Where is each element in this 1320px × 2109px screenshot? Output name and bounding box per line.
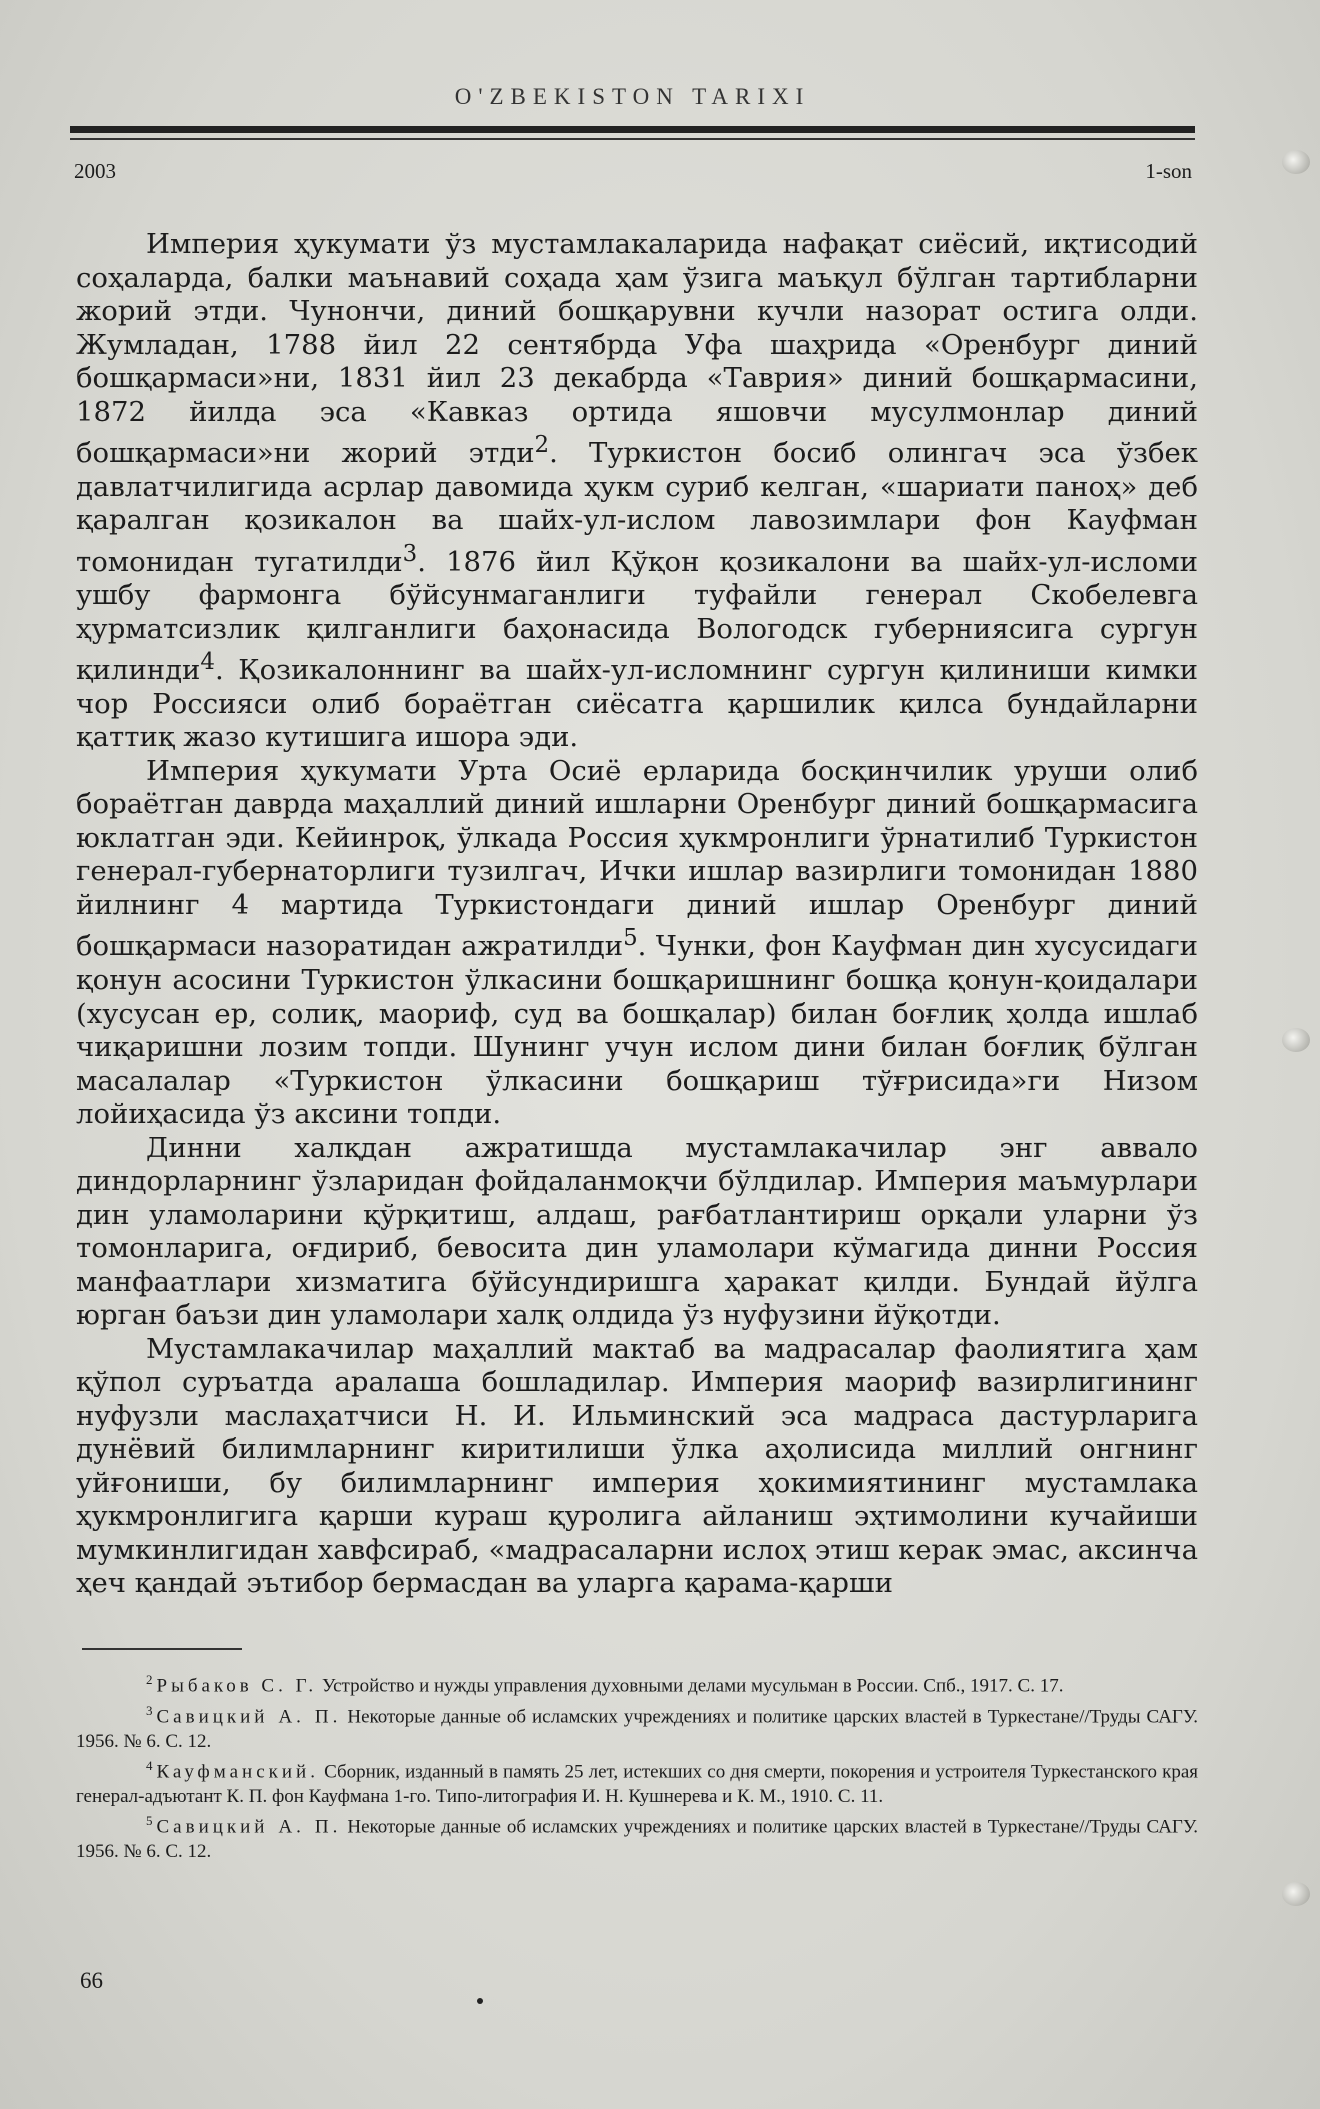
issue-number: 1-son xyxy=(1145,159,1192,183)
header-rule-thick xyxy=(70,126,1195,133)
header-rule-thin xyxy=(70,138,1195,140)
binding-hole xyxy=(1282,1882,1310,1906)
footnotes xyxy=(76,1668,1198,1865)
scan-speck xyxy=(477,1998,483,2004)
journal-title: O'ZBEKISTON TARIXI xyxy=(454,84,811,109)
page-number: 66 xyxy=(80,1968,103,1993)
footnote-separator xyxy=(82,1648,242,1650)
footnote: $^2$ Рыбаков С. Г. Устройство и нужды управления духовными делами мусульман в России. Спб., 1917. С. 17. xyxy=(146,1672,1064,1697)
paragraph: Мустамлакачилар маҳаллий мактаб ва мадрасалар фаолиятига ҳам қўпол суръатда аралаша бошладилар. Империя маориф вазирлигининг нуфузли маслаҳатчиси Н. И. Ильминский эса мадраса дастурларига дунёвий билимларнинг киритилиши ўлка аҳолисида миллий онгнинг уйғониши, бу билимларнинг империя ҳокимиятининг мустамлака ҳукмронлигига қарши кураш қуролига айланиш эҳтимолини кучайиши мумкинлигидан хавфсираб, «мадрасаларни ислоҳ этиш керак эмас, аксинча ҳеч қандай эътибор бермасдан ва уларга қарама-қарши xyxy=(76,1332,1198,1600)
paragraph: Динни халқдан ажратишда мустамлакачилар энг аввало диндорларнинг ўзларидан фойдаланмоқчи бўлдилар. Империя маъмурлари дин уламоларини қўрқитиш, алдаш, рағбатлантириш орқали уларни ўз томонларига, оғдириб, бевосита дин уламолари кўмагида динни Россия манфаатлари хизматига бўйсундиришга ҳаракат қилди. Бундай йўлга юрган баъзи дин уламолари халқ олдида ўз нуфузини йўқотди. xyxy=(76,1131,1198,1332)
article-body xyxy=(76,228,1198,1601)
binding-hole xyxy=(1282,1028,1310,1052)
paragraph: Империя ҳукумати ўз мустамлакаларида нафақат сиёсий, иқтисодий соҳаларда, балки маънавий соҳада ҳам ўзига маъқул бўлган тартибларни жорий этди. Чунончи, диний бошқарувни кучли назорат остига олди. Жумладан, 1788 йил 22 сентябрда Уфа шаҳрида «Оренбург диний бошқармаси»ни, 1831 йил 23 декабрда «Таврия» диний бошқармасини, 1872 йилда эса «Кавказ ортида яшовчи мусулмонлар диний бошқармаси»ни жорий этди$^2$. Туркистон босиб олингач эса ўзбек давлатчилигида асрлар давомида ҳукм суриб келган, «шариати паноҳ» деб қаралган қозикалон ва шайх-ул-ислом лавозимлари фон Кауфман томонидан тугатилди$^3$. 1876 йил Қўқон қозикалони ва шайх-ул-исломи ушбу фармонга бўйсунмаганлиги туфайли генерал Скобелевга ҳурматсизлик қилганлиги баҳонасида Вологодск губерниясига сургун қилинди$^4$. Қозикалоннинг ва шайх-ул-исломнинг сургун қилиниши кимки чор Россияси олиб бораётган сиёсатга қаршилик қилса бундайларни қаттиқ жазо кутишига ишора эди. xyxy=(76,228,1198,754)
issue-year: 2003 xyxy=(74,159,116,183)
paragraph: Империя ҳукумати Урта Осиё ерларида босқинчилик уруши олиб бораётган даврда маҳаллий диний ишларни Оренбург диний бошқармасига юклатган эди. Кейинроқ, ўлкада Россия ҳукмронлиги ўрнатилиб Туркистон генерал-губернаторлиги тузилгач, Ички ишлар вазирлиги томонидан 1880 йилнинг 4 мартида Туркистондаги диний ишлар Оренбург диний бошқармаси назоратидан ажратилди$^5$. Чунки, фон Кауфман дин хусусидаги қонун асосини Туркистон ўлкасини бошқаришнинг бошқа қонун-қоидалари (хусусан ер, солиқ, маориф, суд ва бошқалар) билан боғлиқ ҳолда ишлаб чиқаришни лозим топди. Шунинг учун ислом дини билан боғлиқ бўлган масалалар «Туркистон ўлкасини бошқариш тўғрисида»ги Низом лойиҳасида ўз аксини топди. xyxy=(76,754,1198,1131)
footnote: $^3$ Савицкий А. П. Некоторые данные об исламских учреждениях и политике царских властей в Туркестане//Труды САГУ. 1956. № 6. С. 12. xyxy=(76,1702,1198,1752)
binding-hole xyxy=(1282,150,1310,174)
footnote: $^4$ Кауфманский. Сборник, изданный в память 25 лет, истекших со дня смерти, покорения и устроителя Туркестанского края генерал-адъютант К. П. фон Кауфмана 1-го. Типо-литография И. Н. Кушнерева и К. М., 1910. С. 11. xyxy=(76,1758,1198,1807)
footnote: $^5$ Савицкий А. П. Некоторые данные об исламских учреждениях и политике царских властей в Туркестане//Труды САГУ. 1956. № 6. С. 12. xyxy=(76,1813,1198,1863)
